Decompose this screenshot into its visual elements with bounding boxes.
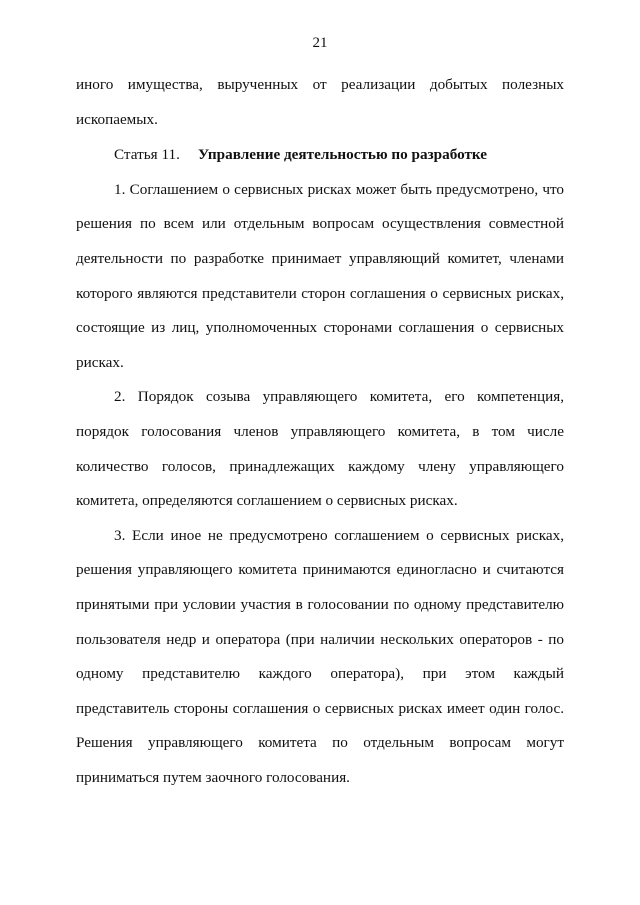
article-label: Статья 11.	[114, 146, 180, 164]
paragraph-1: 1. Соглашением о сервисных рисках может быть предусмотрено, что решения по всем или отдельным вопросам осуществления совместной деятельности по разработке принимает управляющий комитет, членами которого являются представители сторон соглашения о сервисных рисках, состоящие из лиц, уполномоченных сторонами соглашения о сервисных рисках.	[76, 180, 564, 371]
paragraph-3: 3. Если иное не предусмотрено соглашением о сервисных рисках, решения управляющего комитета принимаются единогласно и считаются принятыми при условии участия в голосовании по одному представителю пользователя недр и оператора (при наличии нескольких операторов - по одному представителю каждого оператора), при этом каждый представитель стороны соглашения о сервисных рисках имеет один голос. Решения управляющего комитета по отдельным вопросам могут приниматься путем заочного голосования.	[76, 526, 564, 786]
document-body	[76, 68, 564, 795]
lead-paragraph: иного имущества, вырученных от реализации добытых полезных ископаемых.	[76, 76, 564, 128]
page-number: 21	[312, 35, 328, 51]
article-title: Управление деятельностью по разработке	[198, 146, 488, 164]
article-heading	[76, 138, 564, 173]
paragraph-2: 2. Порядок созыва управляющего комитета, его компетенция, порядок голосования членов управляющего комитета, в том числе количество голосов, принадлежащих каждому члену управляющего комитета, определяются соглашением о сервисных рисках.	[76, 388, 564, 510]
